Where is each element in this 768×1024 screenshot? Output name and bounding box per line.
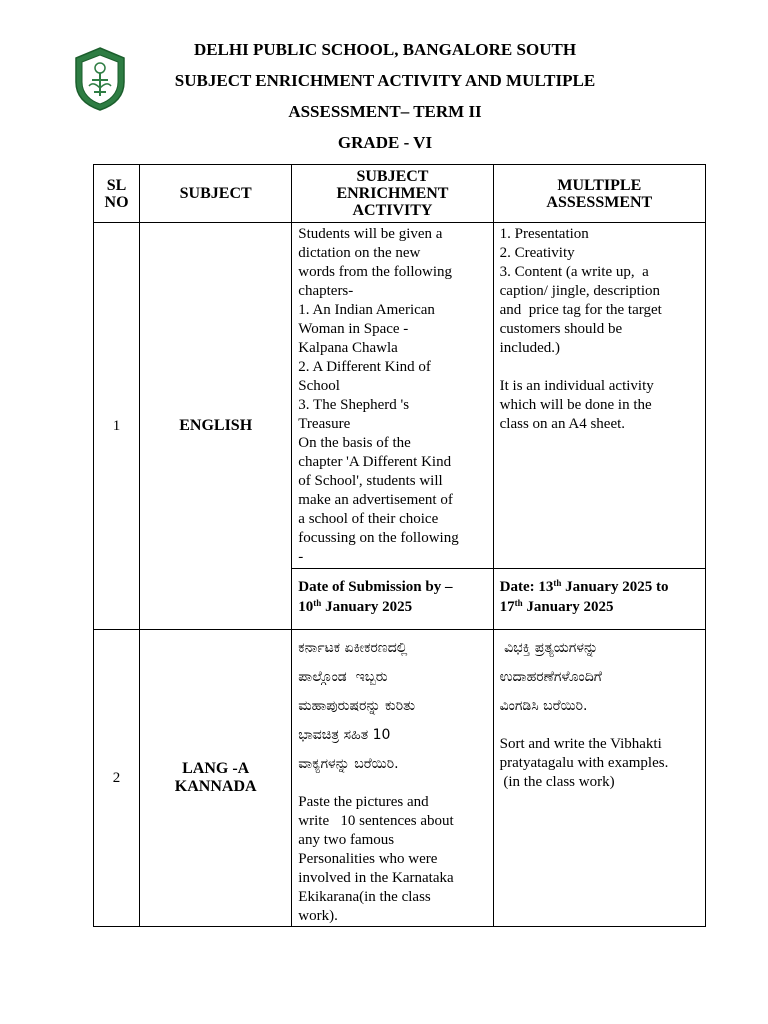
row-2-activity-kannada	[298, 632, 486, 779]
row-1-submission-date: Date of Submission by – 10th January 2025	[292, 569, 493, 630]
text-line: any two famous	[298, 832, 395, 848]
row-2-sl: 2	[94, 630, 140, 927]
text-line: ಮಹಾಪುರುಷರನ್ನು ಕುರಿತು	[298, 698, 416, 714]
text-line: a school of their choice	[298, 511, 439, 527]
text-line: write 10 sentences about	[298, 813, 454, 829]
row-2-subject: LANG -A KANNADA	[140, 630, 292, 927]
title-line-2: SUBJECT ENRICHMENT ACTIVITY AND MULTIPLE	[174, 71, 596, 90]
title-line-3: ASSESSMENT– TERM II	[288, 102, 482, 121]
text-line: Personalities who were	[298, 851, 438, 867]
header-multiple-assessment: MULTIPLE ASSESSMENT	[493, 165, 705, 223]
text-line: caption/ jingle, description	[499, 283, 661, 299]
text-line: Students will be given a	[298, 226, 443, 242]
row-1-subject: ENGLISH	[140, 223, 292, 630]
text-line: 1. An Indian American	[298, 302, 435, 318]
text-line: make an advertisement of	[298, 492, 453, 508]
school-logo	[72, 46, 128, 112]
text-line: and price tag for the target	[499, 302, 662, 318]
row-1-assessment-date: Date: 13th January 2025 to 17th January 2025	[493, 569, 705, 630]
text-line: 2. A Different Kind of	[298, 359, 431, 375]
table-row	[94, 223, 706, 569]
header-enrichment-activity: SUBJECT ENRICHMENT ACTIVITY	[292, 165, 493, 223]
text-line: It is an individual activity	[499, 378, 654, 394]
text-line: Sort and write the Vibhakti	[499, 736, 662, 752]
text-line: ವಾಕ್ಯಗಳನ್ನು ಬರೆಯಿರಿ.	[298, 756, 399, 772]
row-1-sl: 1	[94, 223, 140, 630]
text-line: 3. The Shepherd 's	[298, 397, 410, 413]
row-1-assessment	[493, 223, 705, 569]
text-line: of School', students will	[298, 473, 443, 489]
text-line: 1. Presentation	[499, 226, 589, 242]
text-line: words from the following	[298, 264, 453, 280]
row-2-assessment	[493, 630, 705, 927]
text-line: class on an A4 sheet.	[499, 416, 626, 432]
text-line: Kalpana Chawla	[298, 340, 398, 356]
school-name: DELHI PUBLIC SCHOOL, BANGALORE SOUTH	[193, 40, 577, 59]
row-2-activity-english	[298, 793, 486, 926]
header-subject: SUBJECT	[140, 165, 292, 223]
text-line: School	[298, 378, 340, 394]
text-line: Treasure	[298, 416, 351, 432]
text-line: ವಿಭಕ್ತಿ ಪ್ರತ್ಯಯಗಳನ್ನು	[499, 640, 599, 656]
text-line: On the basis of the	[298, 435, 411, 451]
text-line: Ekikarana(in the class	[298, 889, 431, 905]
text-line: Paste the pictures and	[298, 794, 429, 810]
row-1-activity-lines	[298, 225, 486, 567]
text-line: 2. Creativity	[499, 245, 575, 261]
text-line: Woman in Space -	[298, 321, 409, 337]
text-line: ಕರ್ನಾಟಕ ಏಕೀಕರಣದಲ್ಲಿ	[298, 640, 408, 656]
text-line: ಪಾಲ್ಗೊಂಡ ಇಬ್ಬರು	[298, 669, 388, 685]
text-line: focussing on the following	[298, 530, 459, 546]
text-line: ವಿಂಗಡಿಸಿ ಬರೆಯಿರಿ.	[499, 698, 588, 714]
row-1-assessment-lines	[500, 225, 699, 358]
activity-table	[93, 164, 706, 927]
row-2-assessment-english	[500, 735, 699, 792]
text-line: pratyatagalu with examples.	[499, 755, 669, 771]
text-line: which will be done in the	[499, 397, 652, 413]
grade-title: GRADE - VI	[337, 133, 433, 152]
table-header-row	[94, 165, 706, 223]
text-line: ಉದಾಹರಣೆಗಳೊಂದಿಗೆ	[499, 669, 602, 685]
table-row	[94, 630, 706, 927]
text-line: chapter 'A Different Kind	[298, 454, 452, 470]
row-2-activity	[292, 630, 493, 927]
text-line: chapters-	[298, 283, 354, 299]
row-1-activity	[292, 223, 493, 569]
text-line: included.)	[499, 340, 561, 356]
text-line: dictation on the new	[298, 245, 421, 261]
row-2-assessment-kannada	[500, 632, 699, 721]
text-line: customers should be	[499, 321, 623, 337]
text-line: -	[298, 549, 304, 565]
text-line: ಭಾವಚಿತ್ರ ಸಹಿತ 10	[298, 727, 391, 743]
row-1-assessment-note	[500, 377, 699, 434]
text-line: 3. Content (a write up, a	[499, 264, 649, 280]
text-line: work).	[298, 908, 338, 924]
header-sl-no: SL NO	[94, 165, 140, 223]
text-line: involved in the Karnataka	[298, 870, 454, 886]
text-line: (in the class work)	[499, 774, 615, 790]
